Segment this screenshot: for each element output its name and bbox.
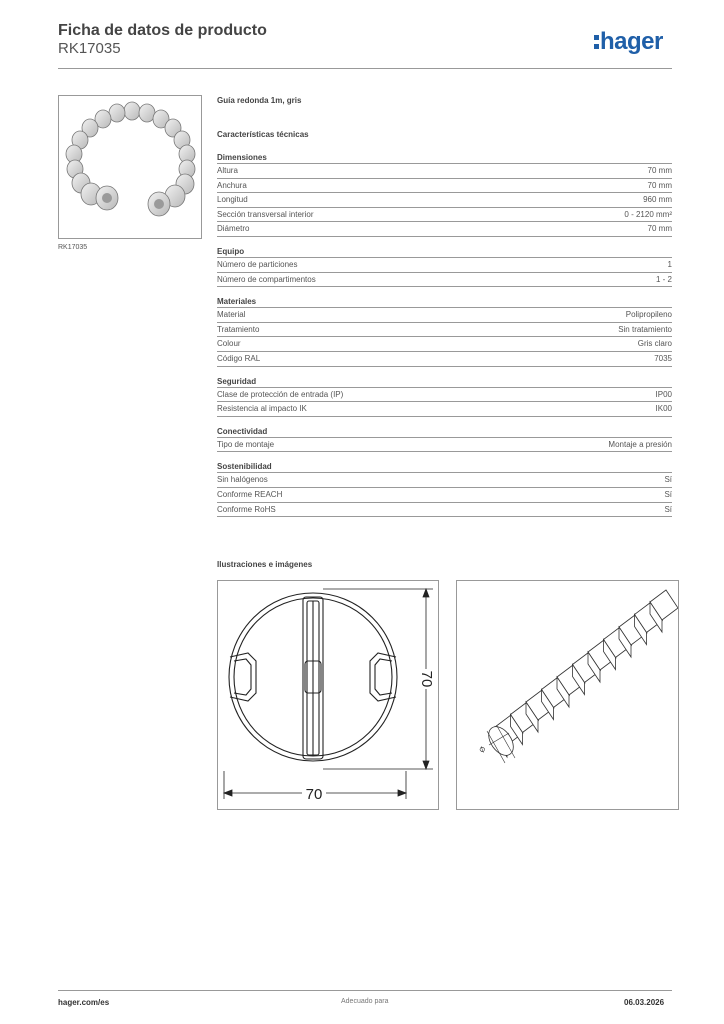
spec-value: 7035 bbox=[654, 353, 672, 363]
spec-row bbox=[217, 473, 672, 488]
illustrations-heading: Ilustraciones e imágenes bbox=[217, 560, 313, 569]
spec-value: 1 - 2 bbox=[655, 274, 672, 284]
spec-row bbox=[217, 222, 672, 237]
product-name: Guía redonda 1m, gris bbox=[217, 96, 302, 105]
spec-row bbox=[217, 488, 672, 503]
spec-value: Polipropileno bbox=[625, 310, 672, 320]
spec-label: Sin halógenos bbox=[217, 475, 268, 485]
spec-value: Gris claro bbox=[637, 339, 672, 349]
spec-row bbox=[217, 323, 672, 338]
spec-sections bbox=[217, 152, 672, 517]
footer-date: 06.03.2026 bbox=[624, 998, 665, 1007]
spec-section bbox=[217, 376, 672, 417]
spec-row bbox=[217, 273, 672, 288]
spec-label: Altura bbox=[217, 166, 238, 175]
section-title: Sostenibilidad bbox=[217, 461, 672, 473]
isometric-drawing bbox=[456, 580, 679, 810]
spec-label: Colour bbox=[217, 339, 241, 349]
spec-value: Sin tratamiento bbox=[618, 324, 672, 334]
spec-section bbox=[217, 426, 672, 453]
header-divider bbox=[58, 68, 672, 69]
spec-section bbox=[217, 152, 672, 237]
spec-row bbox=[217, 164, 672, 179]
spec-row bbox=[217, 208, 672, 223]
spec-row bbox=[217, 258, 672, 273]
dimension-drawing bbox=[217, 580, 439, 810]
spec-value: IP00 bbox=[655, 389, 672, 399]
spec-label: Longitud bbox=[217, 195, 248, 205]
spec-label: Anchura bbox=[217, 180, 247, 190]
spec-value: 70 mm bbox=[647, 166, 672, 175]
logo-text: hager bbox=[600, 28, 663, 55]
spec-section bbox=[217, 246, 672, 287]
spec-row bbox=[217, 337, 672, 352]
spec-row bbox=[217, 308, 672, 323]
section-title: Dimensiones bbox=[217, 152, 672, 164]
footer-suitable-for: Adecuado para bbox=[341, 998, 389, 1005]
hager-logo bbox=[594, 28, 663, 56]
product-code: RK17035 bbox=[58, 40, 121, 57]
spec-label: Código RAL bbox=[217, 353, 261, 363]
spec-label: Material bbox=[217, 310, 246, 320]
spec-value: Sí bbox=[664, 489, 672, 499]
spec-label: Número de particiones bbox=[217, 259, 298, 269]
product-photo bbox=[58, 95, 202, 239]
page-title: Ficha de datos de producto bbox=[58, 22, 267, 39]
spec-row bbox=[217, 179, 672, 194]
spec-label: Sección transversal interior bbox=[217, 209, 314, 219]
section-title: Materiales bbox=[217, 296, 672, 308]
spec-section bbox=[217, 461, 672, 517]
cross-section-drawing bbox=[218, 581, 438, 809]
section-title: Seguridad bbox=[217, 376, 672, 388]
spec-section bbox=[217, 296, 672, 366]
spec-label: Tratamiento bbox=[217, 324, 260, 334]
spec-row bbox=[217, 503, 672, 518]
footer-divider bbox=[58, 990, 672, 991]
footer-website[interactable]: hager.com/es bbox=[58, 998, 110, 1007]
spec-row bbox=[217, 352, 672, 367]
spec-label: Conforme REACH bbox=[217, 489, 283, 499]
spec-content bbox=[217, 96, 672, 526]
spec-row bbox=[217, 193, 672, 208]
spec-row bbox=[217, 438, 672, 453]
spiral-guide-isometric bbox=[457, 581, 678, 809]
spec-value: 1 bbox=[667, 259, 672, 269]
tech-characteristics-heading: Características técnicas bbox=[217, 130, 309, 139]
spec-value: 960 mm bbox=[643, 195, 672, 205]
width-dimension-label: 70 bbox=[305, 786, 323, 803]
spec-label: Tipo de montaje bbox=[217, 439, 275, 449]
spec-label: Diámetro bbox=[217, 224, 250, 234]
spec-value: Sí bbox=[664, 475, 672, 485]
photo-caption: RK17035 bbox=[58, 244, 88, 251]
diameter-label: Ø bbox=[478, 745, 488, 754]
spiral-guide-image bbox=[59, 96, 201, 238]
logo-colon-icon bbox=[594, 28, 599, 49]
spec-value: IK00 bbox=[655, 404, 672, 414]
spec-label: Número de compartimentos bbox=[217, 274, 316, 284]
spec-value: 0 - 2120 mm² bbox=[624, 209, 672, 219]
spec-row bbox=[217, 402, 672, 417]
spec-value: Montaje a presión bbox=[608, 439, 672, 449]
spec-label: Conforme RoHS bbox=[217, 504, 276, 514]
section-title: Conectividad bbox=[217, 426, 672, 438]
spec-row bbox=[217, 388, 672, 403]
spec-value: 70 mm bbox=[647, 224, 672, 234]
spec-value: 70 mm bbox=[647, 180, 672, 190]
spec-label: Resistencia al impacto IK bbox=[217, 404, 307, 414]
height-dimension-label: 70 bbox=[418, 670, 436, 688]
section-title: Equipo bbox=[217, 246, 672, 258]
spec-value: Sí bbox=[664, 504, 672, 514]
spec-label: Clase de protección de entrada (IP) bbox=[217, 389, 344, 399]
